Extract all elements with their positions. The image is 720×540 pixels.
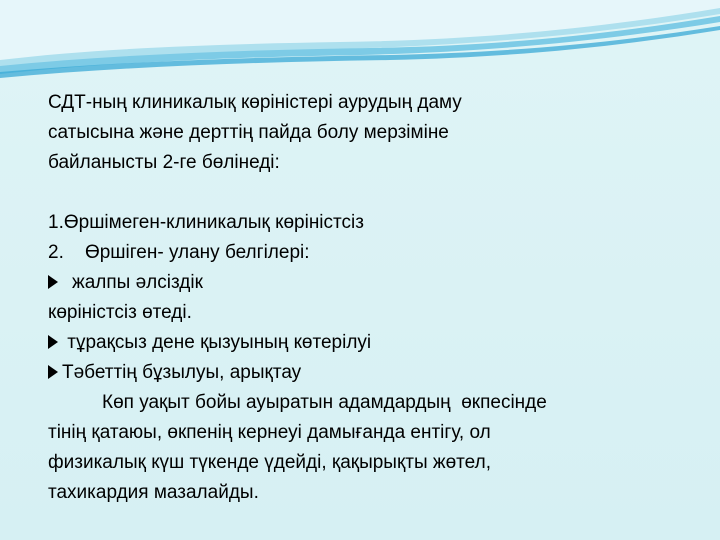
text-line: сатысына және дерттің пайда болу мерзіміне <box>48 122 449 143</box>
arrow-bullet-icon <box>48 275 58 289</box>
bullet-text: жалпы әлсіздік <box>72 272 203 293</box>
arrow-bullet-icon <box>48 365 58 379</box>
list-item-1: 1.Өршімеген-клиникалық көріністсіз <box>48 212 364 233</box>
bullet-item <box>48 268 688 298</box>
text-line: көріністсіз өтеді. <box>48 302 192 323</box>
paragraph-line: физикалық күш түкенде үдейді, қақырықты жөтел, <box>48 452 491 473</box>
list-item-2: 2. Өршіген- улану белгілері: <box>48 242 310 263</box>
bullet-item <box>48 358 688 388</box>
text-line: байланысты 2-ге бөлінеді: <box>48 152 280 173</box>
paragraph-line: тахикардия мазалайды. <box>48 482 259 503</box>
bullet-item <box>48 328 688 358</box>
slide-body <box>48 88 688 508</box>
bullet-text: тұрақсыз дене қызуының көтерілуі <box>67 332 372 353</box>
paragraph-line: тінің қатаюы, өкпенің кернеуі дамығанда ентігу, ол <box>48 422 491 443</box>
bullet-text: Тәбеттің бұзылуы, арықтау <box>62 362 302 383</box>
paragraph-line: Көп уақыт бойы ауыратын адамдардың өкпесінде <box>102 392 547 413</box>
spacer <box>48 178 688 208</box>
decorative-wave-header <box>0 0 720 80</box>
text-line: СДТ-ның клиникалық көріністері аурудың даму <box>48 92 462 113</box>
arrow-bullet-icon <box>48 335 58 349</box>
